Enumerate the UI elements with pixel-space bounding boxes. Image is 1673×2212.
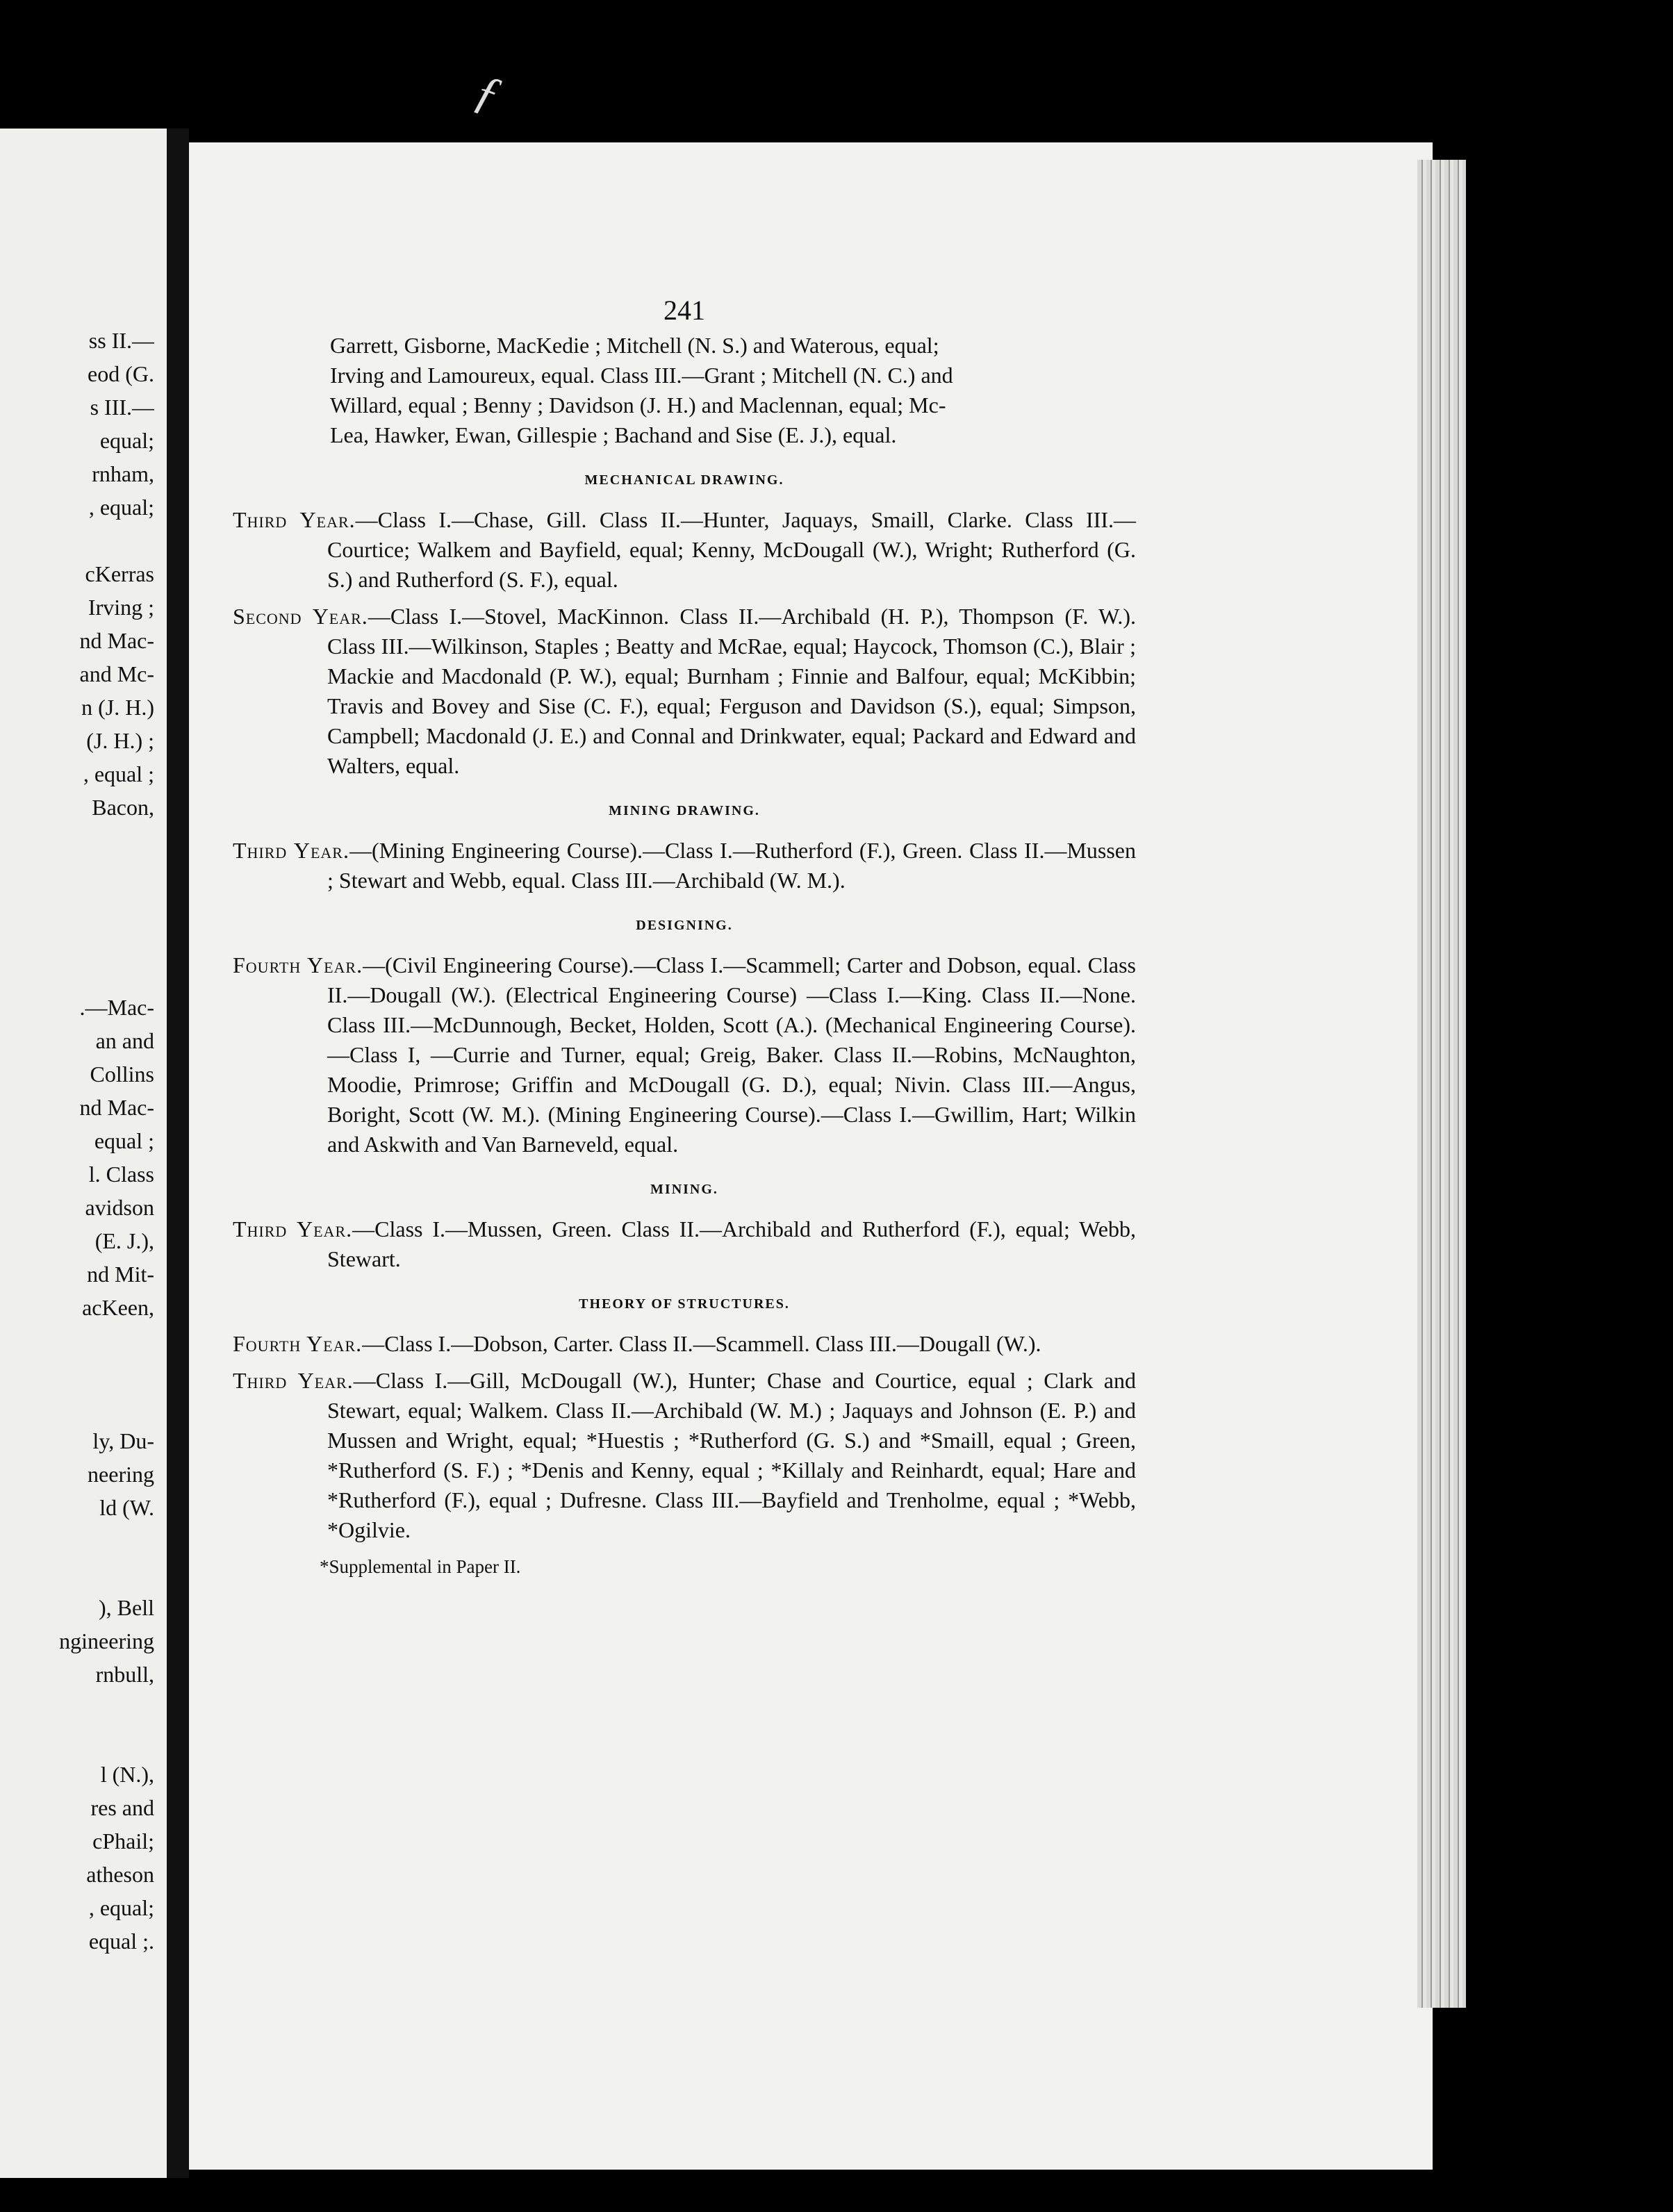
entry-text: —Class I.—Gill, McDougall (W.), Hunter; Chase and Courtice, equal ; Clark and Stewart, equal; Walkem. Class II.—Archibald (W. M.) ; Jaquays and Johnson (E. P.) and Mussen and Wright, equal; *Huestis ; *Rutherford (G. S.) and *Smaill, equal ; Green, *Rutherford (S. F.) ; *Denis and Kenny, equal ; *Killaly and Reinhardt, equal; Hare and *Rutherford (F.), equal ; Dufresne. Class III.—Bayfield and Trenholme, equal ; *Webb, *Ogilvie. <box>327 1368 1136 1542</box>
intro-paragraph <box>233 331 1136 450</box>
facing-page-line: ly, Du- <box>92 1428 154 1453</box>
facing-page-line: acKeen, <box>82 1295 154 1320</box>
facing-page-line: nd Mac- <box>79 1095 154 1120</box>
facing-page-line: atheson <box>86 1862 154 1887</box>
mech-third-year-entry <box>233 505 1136 595</box>
facing-page-line: (J. H.) ; <box>86 728 154 753</box>
entry-text: —Class I.—Mussen, Green. Class II.—Archibald and Rutherford (F.), equal; Webb, Stewart. <box>327 1216 1136 1271</box>
facing-page-line: equal ;. <box>88 1929 154 1954</box>
section-heading: MECHANICAL DRAWING. <box>584 472 784 488</box>
mining-drawing-third-year-entry <box>233 836 1136 895</box>
facing-page-line: n (J. H.) <box>81 695 154 720</box>
facing-page-line: Bacon, <box>92 795 154 820</box>
mech-second-year-entry <box>233 602 1136 781</box>
intro-line: Garrett, Gisborne, MacKedie ; Mitchell (N. S.) and Waterous, equal; <box>330 333 939 358</box>
facing-page-line: .—Mac- <box>79 995 154 1020</box>
facing-page-line: rnham, <box>92 461 154 486</box>
entry-text: —(Mining Engineering Course).—Class I.—Rutherford (F.), Green. Class II.—Mussen ; Stewart and Webb, equal. Class III.—Archibald (W. M.). <box>327 838 1137 893</box>
facing-page-line: cKerras <box>85 561 154 586</box>
page-edge <box>1417 160 1466 2008</box>
page-content <box>233 295 1136 1582</box>
section-heading: DESIGNING. <box>636 918 733 933</box>
facing-page-line: equal; <box>99 428 154 453</box>
facing-page-line: l. Class <box>88 1162 154 1187</box>
facing-page-line: an and <box>95 1028 154 1053</box>
facing-page-line: (E. J.), <box>94 1228 154 1253</box>
mining-third-year-entry <box>233 1214 1136 1274</box>
scan-mark: ƒ <box>468 64 509 123</box>
page-number: 241 <box>664 295 705 326</box>
intro-line: Willard, equal ; Benny ; Davidson (J. H.) and Maclennan, equal; Mc- <box>330 393 946 418</box>
book-gutter <box>167 129 189 2178</box>
facing-page-line: l (N.), <box>100 1762 154 1787</box>
year-label: Third Year. <box>233 1368 354 1393</box>
facing-page-line: ngineering <box>59 1628 154 1653</box>
section-heading: MINING. <box>650 1182 718 1197</box>
year-label: Second Year. <box>233 604 368 629</box>
year-label: Third Year. <box>233 507 356 532</box>
facing-page-line: avidson <box>85 1195 154 1220</box>
facing-page-line: , equal ; <box>83 761 154 786</box>
year-label: Third Year. <box>233 1216 353 1241</box>
intro-line: Lea, Hawker, Ewan, Gillespie ; Bachand and Sise (E. J.), equal. <box>330 422 897 447</box>
entry-text: —Class I.—Dobson, Carter. Class II.—Scammell. Class III.—Dougall (W.). <box>362 1331 1041 1356</box>
facing-page-line: rnbull, <box>95 1662 154 1687</box>
facing-page-line: res and <box>90 1795 154 1820</box>
facing-page-line: eod (G. <box>88 361 154 386</box>
facing-page-line: equal ; <box>94 1128 154 1153</box>
entry-text: —Class I.—Stovel, MacKinnon. Class II.—Archibald (H. P.), Thompson (F. W.). Class III.—Wilkinson, Staples ; Beatty and McRae, equal; Haycock, Thomson (C.), Blair ; Mackie and Macdonald (P. W.), equal; Burnham ; Finnie and Balfour, equal; McKibbin; Travis and Bovey and Sise (C. F.), equal; Ferguson and Davidson (S.), equal; Simpson, Campbell; Macdonald (J. E.) and Connal and Drinkwater, equal; Packard and Edward and Walters, equal. <box>327 604 1137 778</box>
facing-page-line: s III.— <box>90 395 154 420</box>
year-label: Fourth Year. <box>233 1331 363 1356</box>
intro-line: Irving and Lamoureux, equal. Class III.—Grant ; Mitchell (N. C.) and <box>330 363 953 388</box>
facing-page-line: Collins <box>90 1062 154 1087</box>
year-label: Third Year. <box>233 838 349 863</box>
facing-page-line: , equal; <box>88 495 154 520</box>
facing-page-line: and Mc- <box>79 661 154 686</box>
facing-page-line: ), Bell <box>99 1595 154 1620</box>
facing-page <box>0 129 167 2178</box>
facing-page-line: ld (W. <box>99 1495 154 1520</box>
facing-page-line: nd Mac- <box>79 628 154 653</box>
facing-page-line: nd Mit- <box>87 1262 154 1287</box>
section-heading: THEORY OF STRUCTURES. <box>579 1296 790 1312</box>
facing-page-line: Irving ; <box>88 595 154 620</box>
facing-page-line: , equal; <box>88 1895 154 1920</box>
designing-fourth-year-entry <box>233 950 1136 1159</box>
entry-text: —(Civil Engineering Course).—Class I.—Scammell; Carter and Dobson, equal. Class II.—Dougall (W.). (Electrical Engineering Course) —Class I.—King. Class II.—None. Class III.—McDunnough, Becket, Holden, Scott (A.). (Mechanical Engineering Course).—Class I, —Currie and Turner, equal; Greig, Baker. Class II.—Robins, McNaughton, Moodie, Primrose; Griffin and McDougall (G. D.), equal; Nivin. Class III.—Angus, Boright, Scott (W. M.). (Mining Engineering Course).—Class I.—Gwillim, Hart; Wilkin and Askwith and Van Barneveld, equal. <box>327 952 1136 1157</box>
section-heading: MINING DRAWING. <box>609 803 760 818</box>
facing-page-line: ss II.— <box>88 328 154 353</box>
footnote: *Supplemental in Paper II. <box>320 1556 521 1577</box>
structures-third-year-entry <box>233 1366 1136 1545</box>
facing-page-line: cPhail; <box>92 1829 154 1854</box>
facing-page-line: neering <box>88 1462 154 1487</box>
structures-fourth-year-entry <box>233 1329 1136 1359</box>
year-label: Fourth Year. <box>233 952 363 977</box>
entry-text: —Class I.—Chase, Gill. Class II.—Hunter, Jaquays, Smaill, Clarke. Class III.—Courtice; Walkem and Bayfield, equal; Kenny, McDougall (W.), Wright; Rutherford (G. S.) and Rutherford (S. F.), equal. <box>327 507 1137 592</box>
